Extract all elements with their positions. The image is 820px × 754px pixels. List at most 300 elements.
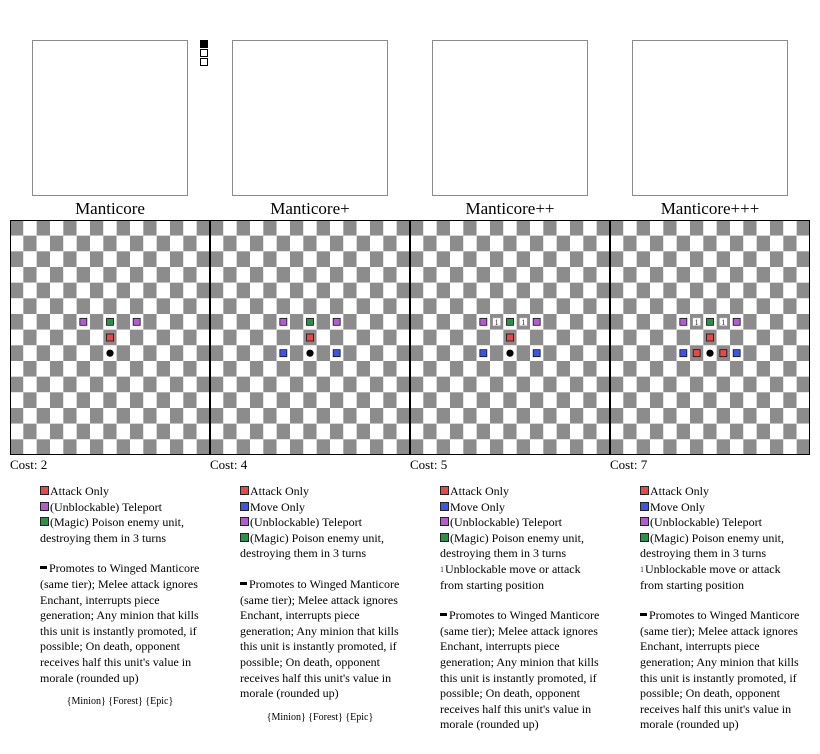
board-square-dark: [690, 251, 703, 267]
board-square-light: [610, 236, 623, 252]
board-square-dark: [103, 298, 116, 314]
board-square-light: [263, 236, 276, 252]
board-square-light: [90, 361, 103, 377]
legend-item: [640, 531, 800, 562]
board-square-dark: [197, 408, 210, 424]
board-square-dark: [690, 283, 703, 299]
unit-name: Manticore+++: [660, 199, 760, 218]
board-square-dark: [423, 424, 436, 440]
board-square-dark: [77, 330, 90, 346]
board-square-dark: [423, 298, 436, 314]
board-square-light: [517, 424, 530, 440]
board-square-dark: [303, 267, 316, 283]
board-square-light: [50, 314, 63, 330]
manticore-piece: [706, 350, 713, 357]
board-square-dark: [117, 439, 130, 455]
board-square-light: [170, 267, 183, 283]
move-marker-p: [280, 318, 287, 325]
board-square-dark: [757, 330, 770, 346]
board-square-light: [783, 314, 796, 330]
board-square-dark: [757, 424, 770, 440]
board-square-dark: [583, 424, 596, 440]
board-square-light: [343, 236, 356, 252]
board-square-dark: [90, 283, 103, 299]
board-square-dark: [370, 345, 383, 361]
legend-swatch-r: [40, 486, 49, 495]
board-square-light: [743, 392, 756, 408]
board-square-dark: [197, 220, 210, 236]
board-square-dark: [583, 236, 596, 252]
move-legend: [240, 484, 400, 725]
board-square-light: [503, 283, 516, 299]
board-square-dark: [623, 298, 636, 314]
board-square-dark: [250, 298, 263, 314]
board-square-light: [730, 283, 743, 299]
board-square-light: [650, 220, 663, 236]
board-square-dark: [50, 424, 63, 440]
board-square-light: [343, 298, 356, 314]
board-square-dark: [743, 439, 756, 455]
board-square-dark: [463, 408, 476, 424]
board-square-light: [383, 345, 396, 361]
board-square-dark: [663, 314, 676, 330]
board-square-light: [743, 330, 756, 346]
board-square-dark: [517, 283, 530, 299]
board-square-light: [397, 298, 410, 314]
board-square-dark: [90, 251, 103, 267]
board-square-dark: [223, 424, 236, 440]
board-square-light: [490, 267, 503, 283]
board-square-light: [490, 236, 503, 252]
board-square-light: [743, 424, 756, 440]
board-square-light: [423, 220, 436, 236]
board-square-dark: [463, 220, 476, 236]
board-grid: [210, 220, 410, 455]
board-square-dark: [250, 361, 263, 377]
move-marker-r: [507, 334, 514, 341]
ability-text: Promotes to Winged Manticore (same tier); Melee attack ignores Enchant, interrupts piece generation; Any minion that kills this unit is instantly promoted, if possible; On death, opponent receives half this unit's value in morale (rounded up): [240, 576, 400, 701]
board-square-dark: [490, 408, 503, 424]
board-square-light: [130, 283, 143, 299]
portrait-frame: [432, 40, 588, 196]
board-square-light: [783, 220, 796, 236]
board-square-dark: [343, 220, 356, 236]
board-square-dark: [530, 267, 543, 283]
board-square-dark: [597, 314, 610, 330]
board-square-dark: [503, 298, 516, 314]
board-square-light: [650, 251, 663, 267]
board-square-dark: [770, 439, 783, 455]
board-square-dark: [623, 236, 636, 252]
legend-swatch-g: [640, 533, 649, 542]
board-square-light: [783, 345, 796, 361]
board-square-light: [677, 251, 690, 267]
board-square-light: [383, 283, 396, 299]
board-square-dark: [277, 236, 290, 252]
board-square-dark: [157, 267, 170, 283]
board-square-dark: [477, 392, 490, 408]
board-square-dark: [37, 439, 50, 455]
board-square-dark: [663, 408, 676, 424]
board-square-light: [437, 330, 450, 346]
board-square-dark: [170, 283, 183, 299]
board-square-dark: [330, 330, 343, 346]
board-square-light: [557, 377, 570, 393]
board-square-dark: [730, 392, 743, 408]
board-square-light: [23, 345, 36, 361]
board-square-light: [623, 345, 636, 361]
board-square-light: [437, 298, 450, 314]
board-square-dark: [717, 377, 730, 393]
board-square-dark: [637, 220, 650, 236]
board-square-light: [690, 330, 703, 346]
board-square-dark: [63, 439, 76, 455]
board-square-dark: [157, 330, 170, 346]
tier-marker-empty: [200, 49, 208, 57]
move-legend: [40, 484, 200, 710]
board-square-dark: [743, 251, 756, 267]
board-square-light: [10, 361, 23, 377]
board-square-dark: [410, 377, 423, 393]
board-square-dark: [730, 330, 743, 346]
board-square-light: [23, 220, 36, 236]
board-square-dark: [557, 330, 570, 346]
board-square-light: [503, 439, 516, 455]
board-square-dark: [50, 298, 63, 314]
board-square-dark: [437, 345, 450, 361]
board-square-light: [597, 392, 610, 408]
board-square-light: [370, 361, 383, 377]
board-square-light: [117, 424, 130, 440]
move-board: [210, 220, 410, 455]
board-square-dark: [277, 392, 290, 408]
board-square-light: [717, 392, 730, 408]
board-square-light: [303, 220, 316, 236]
board-square-light: [343, 330, 356, 346]
board-square-light: [63, 392, 76, 408]
board-square-light: [423, 408, 436, 424]
board-square-dark: [330, 298, 343, 314]
board-square-light: [103, 283, 116, 299]
board-square-light: [570, 424, 583, 440]
board-square-light: [143, 392, 156, 408]
board-square-dark: [623, 267, 636, 283]
manticore-piece: [106, 350, 113, 357]
legend-item: [640, 484, 800, 500]
legend-item: [240, 484, 400, 500]
board-square-light: [570, 330, 583, 346]
board-square-light: [797, 267, 810, 283]
board-square-dark: [90, 377, 103, 393]
board-square-dark: [477, 361, 490, 377]
board-square-light: [383, 408, 396, 424]
manticore-piece: [306, 350, 313, 357]
board-square-light: [410, 236, 423, 252]
board-square-light: [103, 408, 116, 424]
board-square-dark: [423, 392, 436, 408]
legend-item: [440, 515, 600, 531]
board-square-light: [503, 220, 516, 236]
board-square-dark: [210, 251, 223, 267]
board-square-light: [170, 361, 183, 377]
board-square-dark: [183, 298, 196, 314]
board-square-dark: [637, 377, 650, 393]
board-square-light: [717, 424, 730, 440]
board-square-dark: [477, 330, 490, 346]
board-square-dark: [210, 408, 223, 424]
board-square-dark: [490, 345, 503, 361]
board-square-light: [197, 392, 210, 408]
board-square-dark: [557, 392, 570, 408]
board-square-light: [277, 408, 290, 424]
board-square-light: [77, 408, 90, 424]
board-square-dark: [183, 330, 196, 346]
board-square-dark: [650, 267, 663, 283]
board-square-dark: [357, 424, 370, 440]
board-square-dark: [530, 361, 543, 377]
board-square-light: [357, 314, 370, 330]
board-square-dark: [730, 298, 743, 314]
board-square-light: [63, 267, 76, 283]
ability-text: Promotes to Winged Manticore (same tier); Melee attack ignores Enchant, interrupts piece generation; Any minion that kills this unit is instantly promoted, if possible; On death, opponent receives half this unit's value in morale (rounded up): [40, 561, 200, 685]
board-square-dark: [183, 361, 196, 377]
board-square-light: [317, 392, 330, 408]
board-square-dark: [423, 361, 436, 377]
board-square-light: [157, 439, 170, 455]
board-square-dark: [783, 424, 796, 440]
board-square-light: [250, 251, 263, 267]
board-square-dark: [610, 408, 623, 424]
board-square-dark: [37, 283, 50, 299]
board-square-dark: [397, 251, 410, 267]
board-square-dark: [10, 439, 23, 455]
board-square-light: [703, 220, 716, 236]
board-square-light: [330, 251, 343, 267]
board-square-light: [23, 408, 36, 424]
board-square-light: [543, 236, 556, 252]
board-square-light: [703, 439, 716, 455]
board-square-dark: [610, 220, 623, 236]
legend-swatch-r: [640, 486, 649, 495]
board-square-light: [570, 236, 583, 252]
board-square-dark: [37, 345, 50, 361]
board-square-dark: [637, 439, 650, 455]
ability-notes: [240, 577, 400, 702]
board-square-light: [623, 377, 636, 393]
board-square-light: [730, 251, 743, 267]
board-square-dark: [263, 345, 276, 361]
board-square-dark: [170, 377, 183, 393]
board-square-dark: [63, 251, 76, 267]
board-square-light: [623, 220, 636, 236]
move-marker-r: [693, 350, 700, 357]
board-square-dark: [530, 236, 543, 252]
board-square-dark: [503, 392, 516, 408]
board-square-light: [103, 220, 116, 236]
move-marker-one: 1: [694, 317, 699, 327]
board-square-dark: [10, 314, 23, 330]
board-square-dark: [10, 377, 23, 393]
board-square-dark: [370, 408, 383, 424]
board-square-light: [183, 408, 196, 424]
board-square-light: [757, 408, 770, 424]
board-square-dark: [10, 408, 23, 424]
board-square-light: [37, 298, 50, 314]
board-square-dark: [290, 220, 303, 236]
board-square-dark: [770, 314, 783, 330]
legend-item: [240, 500, 400, 516]
board-square-light: [650, 439, 663, 455]
board-square-dark: [597, 283, 610, 299]
board-square-light: [677, 283, 690, 299]
board-square-dark: [557, 424, 570, 440]
board-square-dark: [757, 298, 770, 314]
board-square-dark: [130, 298, 143, 314]
board-square-light: [717, 267, 730, 283]
board-square-dark: [530, 424, 543, 440]
legend-item: [240, 515, 400, 531]
board-square-light: [317, 298, 330, 314]
board-square-light: [530, 408, 543, 424]
board-square-dark: [397, 345, 410, 361]
board-square-light: [663, 298, 676, 314]
board-square-light: [450, 377, 463, 393]
board-square-light: [197, 267, 210, 283]
board-square-light: [197, 330, 210, 346]
board-square-dark: [797, 251, 810, 267]
board-square-light: [517, 298, 530, 314]
board-square-dark: [63, 220, 76, 236]
board-square-dark: [490, 439, 503, 455]
board-square-light: [623, 283, 636, 299]
board-square-dark: [450, 330, 463, 346]
board-square-dark: [477, 298, 490, 314]
board-square-dark: [263, 377, 276, 393]
board-square-light: [797, 424, 810, 440]
board-square-light: [90, 330, 103, 346]
board-square-dark: [37, 377, 50, 393]
board-square-dark: [370, 314, 383, 330]
board-square-dark: [117, 408, 130, 424]
board-square-light: [183, 220, 196, 236]
board-square-light: [330, 377, 343, 393]
board-square-light: [623, 251, 636, 267]
board-square-dark: [357, 361, 370, 377]
ability-notes: [40, 561, 200, 686]
board-square-light: [437, 392, 450, 408]
legend-item: [640, 562, 800, 593]
board-square-light: [757, 377, 770, 393]
board-square-light: [210, 361, 223, 377]
board-square-light: [757, 251, 770, 267]
board-square-dark: [663, 439, 676, 455]
board-square-dark: [50, 267, 63, 283]
board-square-dark: [530, 330, 543, 346]
board-square-light: [570, 267, 583, 283]
legend-swatch-r: [240, 486, 249, 495]
board-square-dark: [597, 251, 610, 267]
board-square-dark: [23, 236, 36, 252]
board-square-light: [223, 345, 236, 361]
board-square-light: [770, 361, 783, 377]
board-square-dark: [677, 267, 690, 283]
board-square-light: [450, 314, 463, 330]
board-square-dark: [157, 298, 170, 314]
board-square-dark: [610, 251, 623, 267]
board-square-light: [77, 345, 90, 361]
board-square-dark: [503, 236, 516, 252]
board-square-light: [37, 236, 50, 252]
board-square-light: [703, 251, 716, 267]
board-square-light: [477, 377, 490, 393]
board-square-dark: [290, 439, 303, 455]
board-square-dark: [703, 298, 716, 314]
board-square-dark: [703, 361, 716, 377]
legend-text: (Unblockable) Teleport: [450, 515, 562, 530]
board-square-light: [143, 267, 156, 283]
board-square-light: [690, 267, 703, 283]
board-square-dark: [157, 392, 170, 408]
board-square-light: [717, 330, 730, 346]
unit-name: Manticore: [75, 199, 145, 218]
board-square-light: [783, 283, 796, 299]
board-square-light: [503, 377, 516, 393]
board-square-light: [597, 330, 610, 346]
board-square-dark: [397, 283, 410, 299]
board-square-light: [637, 236, 650, 252]
board-square-light: [383, 251, 396, 267]
board-square-dark: [77, 361, 90, 377]
board-square-light: [157, 314, 170, 330]
board-square-dark: [317, 408, 330, 424]
board-square-dark: [23, 424, 36, 440]
board-square-dark: [250, 236, 263, 252]
board-square-dark: [23, 298, 36, 314]
board-square-light: [423, 251, 436, 267]
board-square-dark: [63, 314, 76, 330]
portrait-frame: [32, 40, 188, 196]
legend-item: [240, 531, 400, 562]
board-square-light: [170, 298, 183, 314]
board-square-dark: [743, 283, 756, 299]
move-marker-p: [80, 318, 87, 325]
board-square-dark: [610, 314, 623, 330]
board-square-dark: [37, 314, 50, 330]
board-square-light: [743, 236, 756, 252]
board-square-light: [50, 251, 63, 267]
board-square-dark: [503, 424, 516, 440]
board-square-light: [463, 424, 476, 440]
board-square-light: [50, 408, 63, 424]
board-square-light: [557, 314, 570, 330]
board-square-light: [770, 236, 783, 252]
board-square-light: [557, 345, 570, 361]
board-square-dark: [663, 220, 676, 236]
board-square-light: [250, 283, 263, 299]
board-square-dark: [117, 251, 130, 267]
board-square-dark: [477, 267, 490, 283]
board-square-dark: [223, 267, 236, 283]
board-square-light: [103, 251, 116, 267]
board-square-dark: [797, 377, 810, 393]
board-square-light: [583, 251, 596, 267]
board-square-dark: [437, 408, 450, 424]
board-square-light: [237, 361, 250, 377]
board-square-light: [637, 330, 650, 346]
board-square-dark: [383, 330, 396, 346]
board-square-light: [183, 314, 196, 330]
move-marker-g: [107, 318, 114, 325]
